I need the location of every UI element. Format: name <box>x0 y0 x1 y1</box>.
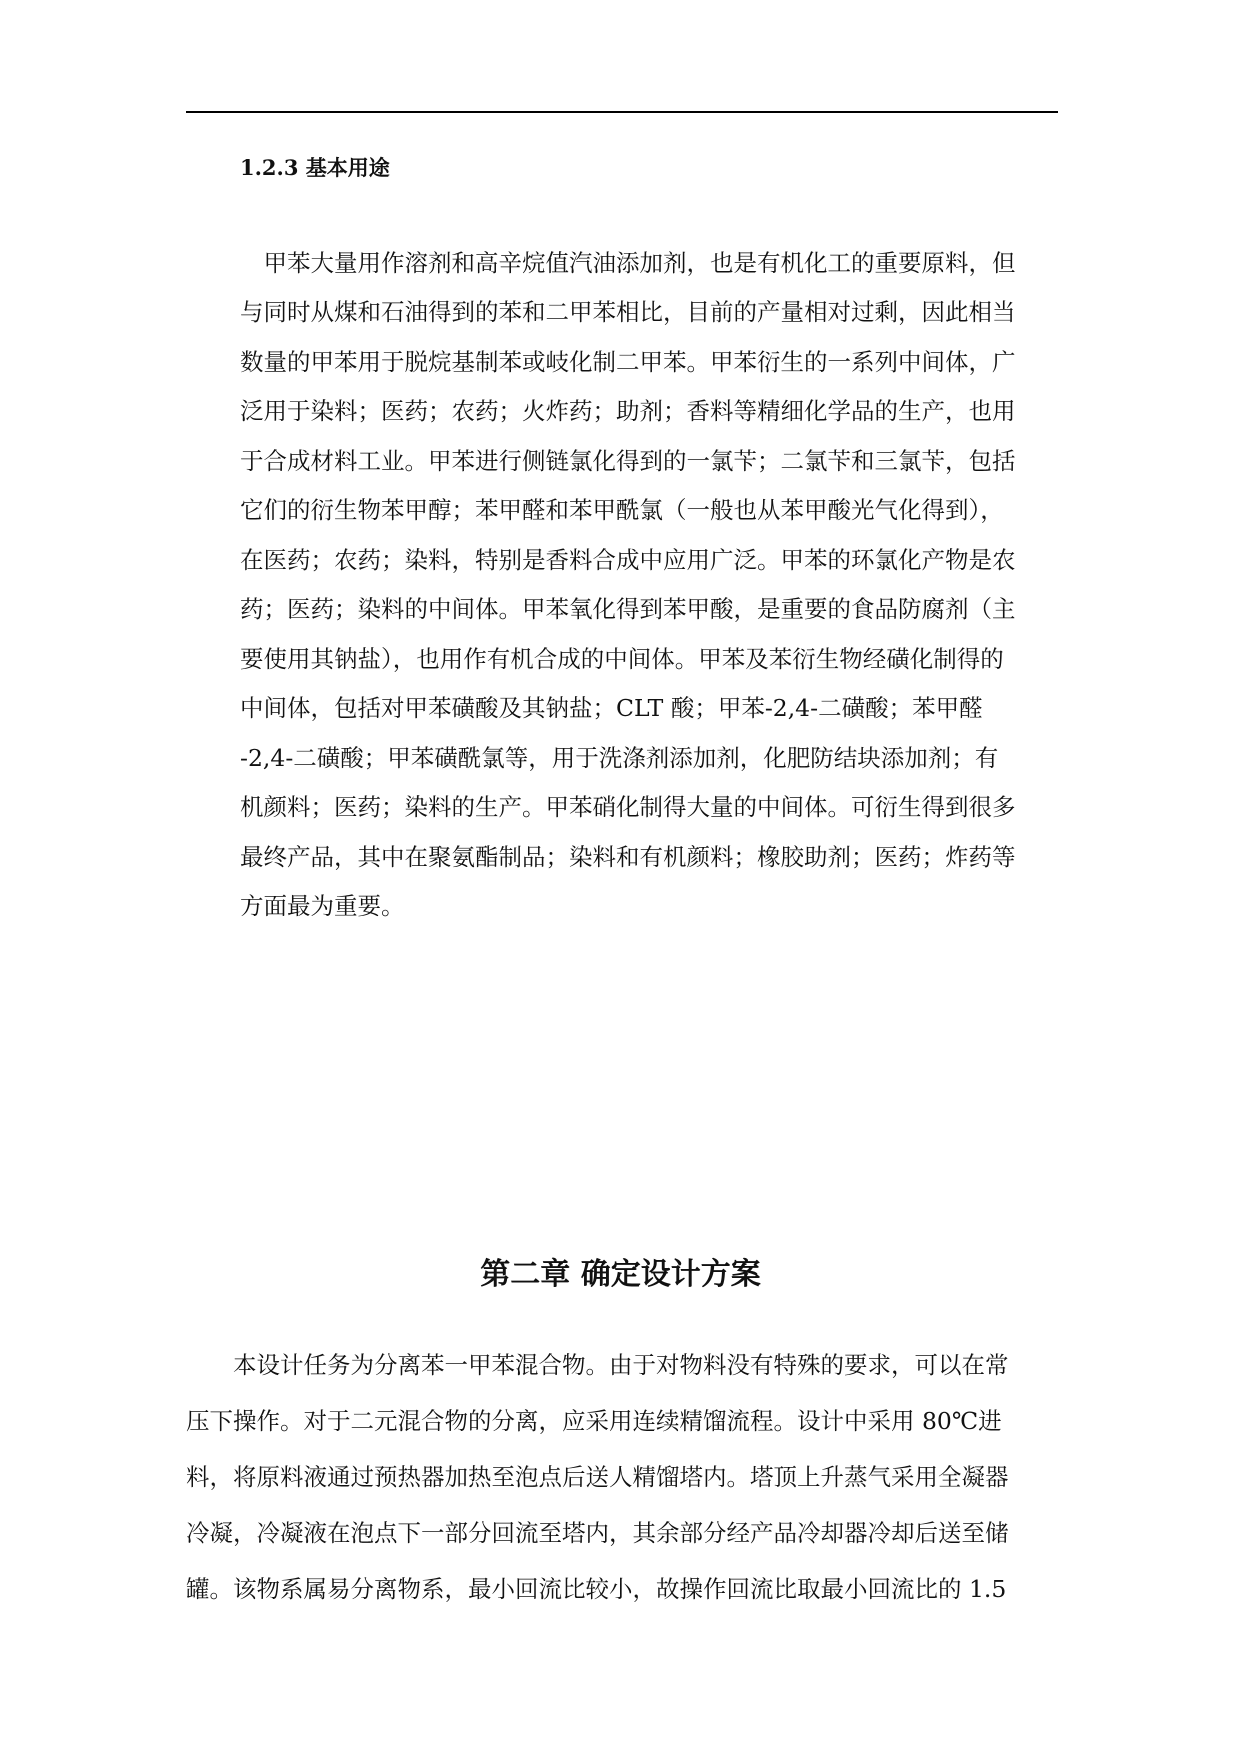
paragraph-line: 于合成材料工业。甲苯进行侧链氯化得到的一氯苄；二氯苄和三氯苄，包括 <box>240 447 1016 475</box>
paragraph-line: 在医药；农药；染料，特别是香料合成中应用广泛。甲苯的环氯化产物是农 <box>240 546 1016 574</box>
paragraph-line: 药；医药；染料的中间体。甲苯氧化得到苯甲酸，是重要的食品防腐剂（主 <box>240 595 1016 623</box>
paragraph-line: 最终产品，其中在聚氨酯制品；染料和有机颜料；橡胶助剂；医药；炸药等 <box>240 843 1016 871</box>
paragraph-line: -2,4-二磺酸；甲苯磺酰氯等，用于洗涤剂添加剂，化肥防结块添加剂；有 <box>240 744 999 772</box>
header-rule <box>186 111 1058 113</box>
paragraph-line: 与同时从煤和石油得到的苯和二甲苯相比，目前的产量相对过剩，因此相当 <box>240 298 1016 326</box>
chapter-title: 第二章 确定设计方案 <box>480 1257 761 1292</box>
paragraph-line: 压下操作。对于二元混合物的分离，应采用连续精馏流程。设计中采用 80℃进 <box>186 1407 1002 1435</box>
paragraph-line: 冷凝，冷凝液在泡点下一部分回流至塔内，其余部分经产品冷却器冷却后送至储 <box>186 1519 1009 1547</box>
paragraph-line: 方面最为重要。 <box>240 892 405 920</box>
paragraph-line: 它们的衍生物苯甲醇；苯甲醛和苯甲酰氯（一般也从苯甲酸光气化得到）， <box>240 496 1004 524</box>
paragraph-line: 数量的甲苯用于脱烷基制苯或岐化制二甲苯。甲苯衍生的一系列中间体，广 <box>240 348 1016 376</box>
paragraph-line: 料，将原料液通过预热器加热至泡点后送人精馏塔内。塔顶上升蒸气采用全凝器 <box>186 1463 1009 1491</box>
paragraph-line: 泛用于染料；医药；农药；火炸药；助剂；香料等精细化学品的生产，也用 <box>240 397 1016 425</box>
paragraph-line: 罐。该物系属易分离物系，最小回流比较小，故操作回流比取最小回流比的 1.5 <box>186 1575 1007 1603</box>
paragraph-line: 中间体，包括对甲苯磺酸及其钠盐；CLT 酸；甲苯-2,4-二磺酸；苯甲醛 <box>240 694 983 722</box>
paragraph-line: 机颜料；医药；染料的生产。甲苯硝化制得大量的中间体。可衍生得到很多 <box>240 793 1016 821</box>
paragraph-line: 本设计任务为分离苯一甲苯混合物。由于对物料没有特殊的要求，可以在常 <box>186 1351 1009 1379</box>
paragraph-line: 甲苯大量用作溶剂和高辛烷值汽油添加剂，也是有机化工的重要原料，但 <box>240 249 1016 277</box>
paragraph-line: 要使用其钠盐），也用作有机合成的中间体。甲苯及苯衍生物经磺化制得的 <box>240 645 1004 673</box>
section-heading: 1.2.3 基本用途 <box>240 155 390 180</box>
